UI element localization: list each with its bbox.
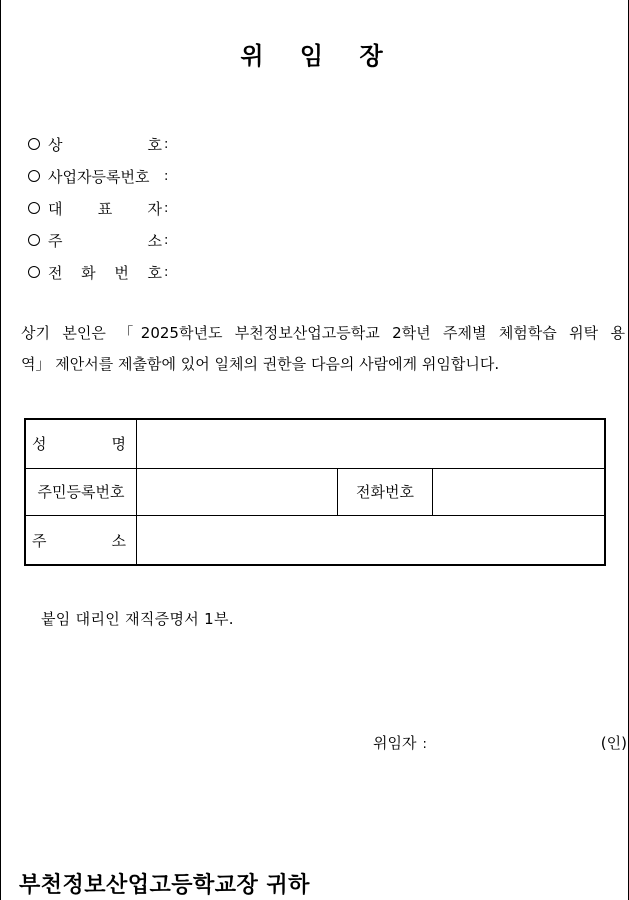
circle-bullet-icon <box>28 234 40 246</box>
delegator-signature-line <box>373 732 627 753</box>
info-label-representative: 대 표 자 <box>48 199 162 218</box>
delegating-company-info <box>28 128 168 288</box>
label-phone-number: 전화번호 <box>338 468 433 516</box>
info-colon: : <box>164 264 169 280</box>
document-title: 위 임 장 <box>240 41 397 70</box>
info-row-address <box>28 224 168 256</box>
delegate-info-table <box>24 418 606 566</box>
phone-number-field[interactable] <box>433 468 606 516</box>
statement-line-1: 상기 본인은 「2025학년도 부천정보산업고등학교 2학년 주제별 체험학습 위탁 용 <box>21 324 625 342</box>
circle-bullet-icon <box>28 170 40 182</box>
label-address: 주 소 <box>25 516 137 565</box>
info-row-phone <box>28 256 168 288</box>
label-name: 성 명 <box>25 419 137 468</box>
address-field[interactable] <box>137 516 606 565</box>
circle-bullet-icon <box>28 138 40 150</box>
addressee: 부천정보산업고등학교장 귀하 <box>19 872 310 898</box>
delegation-statement <box>21 318 625 380</box>
circle-bullet-icon <box>28 202 40 214</box>
info-colon: : <box>164 168 169 184</box>
table-row-address <box>25 516 605 565</box>
circle-bullet-icon <box>28 266 40 278</box>
name-field[interactable] <box>137 419 606 468</box>
info-label-phone: 전 화 번 호 <box>48 263 162 282</box>
info-label-address: 주 소 <box>48 231 162 250</box>
delegator-colon: : <box>422 737 427 752</box>
info-row-company-name <box>28 128 168 160</box>
info-colon: : <box>164 136 169 152</box>
info-colon: : <box>164 232 169 248</box>
delegator-label: 위임자 <box>373 734 417 752</box>
attachment-note: 붙임 대리인 재직증명서 1부. <box>41 610 234 628</box>
label-resident-number: 주민등록번호 <box>25 468 137 516</box>
statement-line-2: 역」 제안서를 제출함에 있어 일체의 권한을 다음의 사람에게 위임합니다. <box>21 355 500 373</box>
info-colon: : <box>164 200 169 216</box>
table-row-name <box>25 419 605 468</box>
seal-mark: (인) <box>600 734 627 752</box>
table-row-rrn-phone <box>25 468 605 516</box>
info-label-company-name: 상 호 <box>48 135 162 154</box>
info-row-representative <box>28 192 168 224</box>
info-row-business-number <box>28 160 168 192</box>
info-label-business-number: 사업자등록번호 <box>48 167 150 186</box>
resident-number-field[interactable] <box>137 468 338 516</box>
